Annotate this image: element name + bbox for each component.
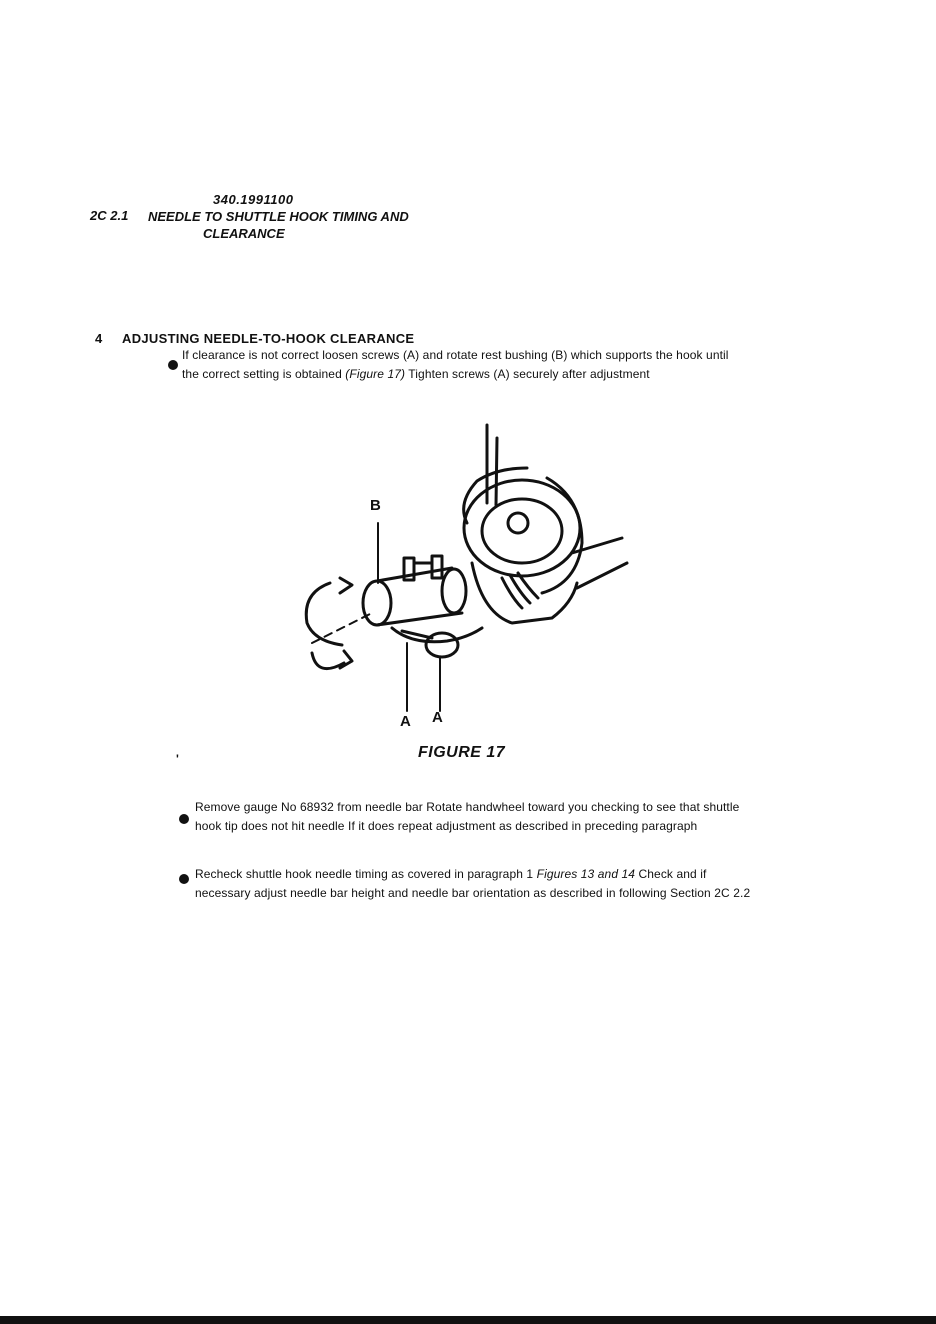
- screw-top-2: [432, 556, 442, 578]
- section-title: [148, 208, 448, 242]
- subsection-number: 4: [95, 331, 103, 346]
- bushing-collar: [442, 569, 466, 613]
- section-title-line2: CLEARANCE: [203, 226, 285, 241]
- section-title-line1: NEEDLE TO SHUTTLE HOOK TIMING AND: [148, 209, 409, 224]
- figure-17-illustration: [282, 413, 642, 743]
- gear-teeth: [502, 578, 522, 608]
- figures-reference: Figures 13 and 14: [536, 867, 636, 881]
- paragraph-3-text-b: Check and if necessary adjust needle bar height and needle bar orientation as described in following Section 2C 2.2: [195, 867, 751, 900]
- bullet-icon: [179, 814, 189, 824]
- paragraph-2: Remove gauge No 68932 from needle bar Rotate handwheel toward you checking to see that shuttle hook tip does not hit needle If it does repeat adjustment as described in preceding paragraph: [195, 800, 740, 833]
- hook-lower-body: [472, 563, 577, 623]
- rotate-arrowhead-lower: [340, 651, 352, 668]
- bottom-border: [0, 1316, 936, 1324]
- paragraph-1: [182, 346, 742, 384]
- shaft-bottom: [577, 563, 627, 588]
- subsection-title: ADJUSTING NEEDLE-TO-HOOK CLEARANCE: [122, 331, 415, 346]
- paragraph-1-text-b: Tighten screws (A) securely after adjustment: [405, 367, 650, 381]
- figure-caption: FIGURE 17: [418, 744, 506, 761]
- stray-mark: ': [176, 752, 179, 766]
- shuttle-hook-drawing: [282, 413, 642, 743]
- bullet-icon: [179, 874, 189, 884]
- model-number: 340.1991100: [213, 192, 294, 207]
- paragraph-1-text-a: If clearance is not correct loosen screws (A) and rotate rest bushing (B) which supports the hook until the correct setting is obtained: [182, 348, 729, 381]
- figure-reference: (Figure 17): [345, 367, 406, 381]
- rotate-arrowhead-upper: [340, 578, 352, 593]
- bullet-icon: [168, 360, 178, 370]
- label-a1: A: [400, 713, 411, 730]
- hook-bobbin-hole: [508, 513, 528, 533]
- section-number: 2C 2.1: [90, 208, 129, 223]
- paragraph-3-text-a: Recheck shuttle hook needle timing as covered in paragraph 1: [195, 867, 537, 881]
- paragraph-3: [195, 865, 755, 903]
- label-a2: A: [432, 709, 443, 726]
- bushing-end: [363, 581, 391, 625]
- rotate-arrow-upper: [306, 583, 342, 645]
- label-b: B: [370, 497, 381, 514]
- rotate-arrow-lower: [312, 653, 344, 669]
